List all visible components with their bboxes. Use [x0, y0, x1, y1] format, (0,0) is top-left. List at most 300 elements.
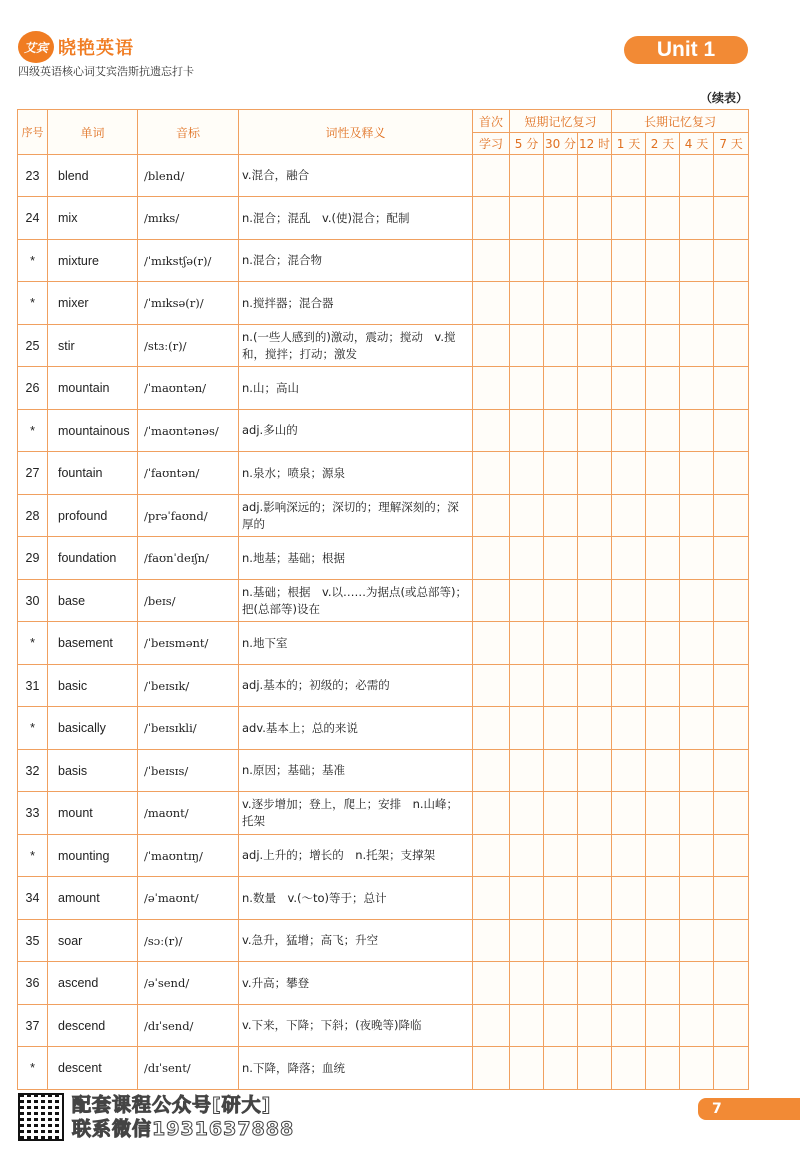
- review-checkbox-cell[interactable]: [646, 665, 680, 707]
- review-checkbox-cell[interactable]: [578, 197, 612, 240]
- review-checkbox-cell[interactable]: [646, 367, 680, 410]
- review-checkbox-cell[interactable]: [646, 877, 680, 920]
- review-checkbox-cell[interactable]: [510, 325, 544, 367]
- row-phonetic: /ˈbeɪsɪkli/: [138, 707, 239, 750]
- col-long-sub-header: 2 天: [646, 133, 680, 155]
- review-checkbox-cell[interactable]: [612, 835, 646, 877]
- review-checkbox-cell[interactable]: [510, 410, 544, 452]
- review-checkbox-cell[interactable]: [510, 920, 544, 962]
- review-checkbox-cell[interactable]: [544, 240, 578, 282]
- review-checkbox-cell[interactable]: [510, 537, 544, 580]
- review-checkbox-cell[interactable]: [646, 792, 680, 835]
- review-checkbox-cell[interactable]: [473, 1047, 510, 1090]
- review-checkbox-cell[interactable]: [473, 282, 510, 325]
- row-meaning: v.升高；攀登: [239, 962, 473, 1005]
- footer-line-2: 联系微信1931637888: [72, 1118, 295, 1140]
- review-checkbox-cell[interactable]: [473, 410, 510, 452]
- review-checkbox-cell[interactable]: [714, 410, 749, 452]
- review-checkbox-cell[interactable]: [714, 580, 749, 622]
- row-num: *: [18, 410, 48, 452]
- review-checkbox-cell[interactable]: [544, 750, 578, 792]
- row-word: foundation: [48, 537, 138, 580]
- qr-code-icon: [18, 1093, 64, 1141]
- review-checkbox-cell[interactable]: [510, 1047, 544, 1090]
- review-checkbox-cell[interactable]: [578, 962, 612, 1005]
- review-checkbox-cell[interactable]: [646, 707, 680, 750]
- row-meaning: adj.多山的: [239, 410, 473, 452]
- review-checkbox-cell[interactable]: [714, 325, 749, 367]
- review-checkbox-cell[interactable]: [646, 1005, 680, 1047]
- review-checkbox-cell[interactable]: [578, 835, 612, 877]
- review-checkbox-cell[interactable]: [714, 495, 749, 537]
- row-word: mountain: [48, 367, 138, 410]
- review-checkbox-cell[interactable]: [612, 707, 646, 750]
- row-num: 36: [18, 962, 48, 1005]
- review-checkbox-cell[interactable]: [578, 750, 612, 792]
- review-checkbox-cell[interactable]: [714, 537, 749, 580]
- row-num: *: [18, 835, 48, 877]
- footer-line-1: 配套课程公众号[研大]: [72, 1094, 272, 1116]
- row-num: 35: [18, 920, 48, 962]
- review-checkbox-cell[interactable]: [680, 410, 714, 452]
- review-checkbox-cell[interactable]: [473, 792, 510, 835]
- review-checkbox-cell[interactable]: [473, 750, 510, 792]
- review-checkbox-cell[interactable]: [646, 282, 680, 325]
- review-checkbox-cell[interactable]: [612, 240, 646, 282]
- review-checkbox-cell[interactable]: [714, 452, 749, 495]
- table-row: [18, 537, 749, 580]
- review-checkbox-cell[interactable]: [714, 707, 749, 750]
- row-word: basically: [48, 707, 138, 750]
- review-checkbox-cell[interactable]: [680, 1005, 714, 1047]
- row-phonetic: /ˈmɪksə(r)/: [138, 282, 239, 325]
- review-checkbox-cell[interactable]: [510, 877, 544, 920]
- row-phonetic: /ˈbeɪsmənt/: [138, 622, 239, 665]
- row-meaning: n.数量 v.(～to)等于；总计: [239, 877, 473, 920]
- review-checkbox-cell[interactable]: [714, 155, 749, 197]
- row-num: 32: [18, 750, 48, 792]
- brand-logo: [18, 31, 134, 63]
- review-checkbox-cell[interactable]: [473, 920, 510, 962]
- table-row: [18, 622, 749, 665]
- review-checkbox-cell[interactable]: [544, 410, 578, 452]
- review-checkbox-cell[interactable]: [578, 240, 612, 282]
- review-checkbox-cell[interactable]: [578, 920, 612, 962]
- review-checkbox-cell[interactable]: [680, 792, 714, 835]
- review-checkbox-cell[interactable]: [714, 792, 749, 835]
- row-word: descent: [48, 1047, 138, 1090]
- review-checkbox-cell[interactable]: [646, 452, 680, 495]
- col-short-sub-header: 30 分: [544, 133, 578, 155]
- review-checkbox-cell[interactable]: [646, 155, 680, 197]
- table-row: [18, 707, 749, 750]
- table-row: [18, 1047, 749, 1090]
- review-checkbox-cell[interactable]: [680, 1047, 714, 1090]
- review-checkbox-cell[interactable]: [473, 537, 510, 580]
- row-num: *: [18, 1047, 48, 1090]
- row-word: basis: [48, 750, 138, 792]
- row-phonetic: /dɪˈsend/: [138, 1005, 239, 1047]
- review-checkbox-cell[interactable]: [680, 877, 714, 920]
- row-meaning: v.逐步增加；登上，爬上；安排 n.山峰；托架: [239, 792, 473, 835]
- row-meaning: n.搅拌器；混合器: [239, 282, 473, 325]
- review-checkbox-cell[interactable]: [680, 750, 714, 792]
- review-checkbox-cell[interactable]: [680, 282, 714, 325]
- review-checkbox-cell[interactable]: [510, 580, 544, 622]
- review-checkbox-cell[interactable]: [578, 410, 612, 452]
- review-checkbox-cell[interactable]: [510, 622, 544, 665]
- review-checkbox-cell[interactable]: [646, 325, 680, 367]
- row-word: descend: [48, 1005, 138, 1047]
- review-checkbox-cell[interactable]: [473, 877, 510, 920]
- review-checkbox-cell[interactable]: [544, 325, 578, 367]
- review-checkbox-cell[interactable]: [714, 367, 749, 410]
- review-checkbox-cell[interactable]: [578, 537, 612, 580]
- review-checkbox-cell[interactable]: [646, 1047, 680, 1090]
- table-row: [18, 367, 749, 410]
- review-checkbox-cell[interactable]: [680, 367, 714, 410]
- row-phonetic: /beɪs/: [138, 580, 239, 622]
- review-checkbox-cell[interactable]: [612, 792, 646, 835]
- row-num: 23: [18, 155, 48, 197]
- review-checkbox-cell[interactable]: [510, 452, 544, 495]
- review-checkbox-cell[interactable]: [473, 240, 510, 282]
- review-checkbox-cell[interactable]: [646, 410, 680, 452]
- row-phonetic: /əˈsend/: [138, 962, 239, 1005]
- review-checkbox-cell[interactable]: [578, 452, 612, 495]
- review-checkbox-cell[interactable]: [714, 240, 749, 282]
- review-checkbox-cell[interactable]: [646, 580, 680, 622]
- row-phonetic: /ˈmaʊntən/: [138, 367, 239, 410]
- row-meaning: n.地下室: [239, 622, 473, 665]
- footer-banner: [18, 1093, 294, 1141]
- review-checkbox-cell[interactable]: [680, 835, 714, 877]
- row-word: mount: [48, 792, 138, 835]
- review-checkbox-cell[interactable]: [473, 580, 510, 622]
- table-row: [18, 495, 749, 537]
- review-checkbox-cell[interactable]: [473, 962, 510, 1005]
- row-meaning: n.泉水；喷泉；源泉: [239, 452, 473, 495]
- row-phonetic: /ˈbeɪsɪs/: [138, 750, 239, 792]
- review-checkbox-cell[interactable]: [544, 155, 578, 197]
- review-checkbox-cell[interactable]: [612, 367, 646, 410]
- review-checkbox-cell[interactable]: [680, 325, 714, 367]
- review-checkbox-cell[interactable]: [473, 155, 510, 197]
- review-checkbox-cell[interactable]: [544, 452, 578, 495]
- table-row: [18, 325, 749, 367]
- review-checkbox-cell[interactable]: [510, 835, 544, 877]
- row-num: 33: [18, 792, 48, 835]
- table-row: [18, 197, 749, 240]
- review-checkbox-cell[interactable]: [578, 707, 612, 750]
- review-checkbox-cell[interactable]: [612, 580, 646, 622]
- review-checkbox-cell[interactable]: [544, 665, 578, 707]
- review-checkbox-cell[interactable]: [714, 665, 749, 707]
- review-checkbox-cell[interactable]: [714, 962, 749, 1005]
- col-first-header: 首次: [473, 110, 510, 133]
- review-checkbox-cell[interactable]: [578, 495, 612, 537]
- review-checkbox-cell[interactable]: [612, 750, 646, 792]
- col-short-sub-header: 12 时: [578, 133, 612, 155]
- row-meaning: n.(一些人感到的)激动，震动；搅动 v.搅和，搅拌；打动；激发: [239, 325, 473, 367]
- review-checkbox-cell[interactable]: [714, 197, 749, 240]
- row-meaning: n.下降，降落；血统: [239, 1047, 473, 1090]
- row-word: soar: [48, 920, 138, 962]
- col-long-sub-header: 4 天: [680, 133, 714, 155]
- col-word-header: 单词: [48, 110, 138, 155]
- row-word: mix: [48, 197, 138, 240]
- review-checkbox-cell[interactable]: [612, 537, 646, 580]
- review-checkbox-cell[interactable]: [510, 282, 544, 325]
- brand-name: 晓艳英语: [58, 38, 134, 59]
- review-checkbox-cell[interactable]: [510, 240, 544, 282]
- review-checkbox-cell[interactable]: [510, 750, 544, 792]
- row-phonetic: /sɔː(r)/: [138, 920, 239, 962]
- review-checkbox-cell[interactable]: [714, 282, 749, 325]
- review-checkbox-cell[interactable]: [544, 495, 578, 537]
- review-checkbox-cell[interactable]: [646, 750, 680, 792]
- row-num: 27: [18, 452, 48, 495]
- review-checkbox-cell[interactable]: [578, 325, 612, 367]
- review-checkbox-cell[interactable]: [510, 792, 544, 835]
- review-checkbox-cell[interactable]: [680, 962, 714, 1005]
- row-phonetic: /ˈfaʊntən/: [138, 452, 239, 495]
- row-word: mixer: [48, 282, 138, 325]
- review-checkbox-cell[interactable]: [612, 282, 646, 325]
- review-checkbox-cell[interactable]: [578, 792, 612, 835]
- review-checkbox-cell[interactable]: [612, 452, 646, 495]
- review-checkbox-cell[interactable]: [680, 920, 714, 962]
- page-number: 7: [698, 1098, 800, 1120]
- row-phonetic: /mɪks/: [138, 197, 239, 240]
- review-checkbox-cell[interactable]: [612, 877, 646, 920]
- review-checkbox-cell[interactable]: [510, 665, 544, 707]
- row-meaning: n.地基；基础；根据: [239, 537, 473, 580]
- review-checkbox-cell[interactable]: [578, 580, 612, 622]
- table-row: [18, 155, 749, 197]
- review-checkbox-cell[interactable]: [544, 962, 578, 1005]
- review-checkbox-cell[interactable]: [544, 537, 578, 580]
- unit-badge: Unit 1: [624, 36, 748, 64]
- review-checkbox-cell[interactable]: [646, 495, 680, 537]
- review-checkbox-cell[interactable]: [473, 452, 510, 495]
- review-checkbox-cell[interactable]: [544, 282, 578, 325]
- review-checkbox-cell[interactable]: [473, 707, 510, 750]
- row-phonetic: /dɪˈsent/: [138, 1047, 239, 1090]
- review-checkbox-cell[interactable]: [646, 622, 680, 665]
- review-checkbox-cell[interactable]: [544, 367, 578, 410]
- row-phonetic: /faʊnˈdeɪʃn/: [138, 537, 239, 580]
- review-checkbox-cell[interactable]: [544, 1047, 578, 1090]
- col-long-sub-header: 1 天: [612, 133, 646, 155]
- review-checkbox-cell[interactable]: [510, 495, 544, 537]
- row-phonetic: /ˈmaʊntɪŋ/: [138, 835, 239, 877]
- review-checkbox-cell[interactable]: [510, 197, 544, 240]
- review-checkbox-cell[interactable]: [714, 622, 749, 665]
- review-checkbox-cell[interactable]: [680, 240, 714, 282]
- row-word: amount: [48, 877, 138, 920]
- table-row: [18, 1005, 749, 1047]
- row-meaning: n.混合；混乱 v.(使)混合；配制: [239, 197, 473, 240]
- review-checkbox-cell[interactable]: [680, 155, 714, 197]
- review-checkbox-cell[interactable]: [544, 1005, 578, 1047]
- review-checkbox-cell[interactable]: [578, 155, 612, 197]
- table-row: [18, 580, 749, 622]
- table-row: [18, 410, 749, 452]
- review-checkbox-cell[interactable]: [714, 750, 749, 792]
- review-checkbox-cell[interactable]: [578, 282, 612, 325]
- row-word: fountain: [48, 452, 138, 495]
- table-row: [18, 835, 749, 877]
- table-row: [18, 877, 749, 920]
- row-phonetic: /ˈmɪkstʃə(r)/: [138, 240, 239, 282]
- row-phonetic: /əˈmaʊnt/: [138, 877, 239, 920]
- row-num: 25: [18, 325, 48, 367]
- review-checkbox-cell[interactable]: [612, 622, 646, 665]
- row-num: 34: [18, 877, 48, 920]
- col-phonetic-header: 音标: [138, 110, 239, 155]
- review-checkbox-cell[interactable]: [680, 665, 714, 707]
- row-meaning: n.基础；根据 v.以……为据点(或总部等)；把(总部等)设在: [239, 580, 473, 622]
- review-checkbox-cell[interactable]: [680, 197, 714, 240]
- review-checkbox-cell[interactable]: [544, 920, 578, 962]
- review-checkbox-cell[interactable]: [544, 877, 578, 920]
- row-phonetic: /prəˈfaʊnd/: [138, 495, 239, 537]
- review-checkbox-cell[interactable]: [473, 367, 510, 410]
- review-checkbox-cell[interactable]: [646, 197, 680, 240]
- row-phonetic: /ˈmaʊntənəs/: [138, 410, 239, 452]
- review-checkbox-cell[interactable]: [612, 155, 646, 197]
- row-meaning: adv.基本上；总的来说: [239, 707, 473, 750]
- col-long-sub-header: 7 天: [714, 133, 749, 155]
- row-word: basic: [48, 665, 138, 707]
- review-checkbox-cell[interactable]: [680, 580, 714, 622]
- row-num: *: [18, 240, 48, 282]
- review-checkbox-cell[interactable]: [714, 1047, 749, 1090]
- review-checkbox-cell[interactable]: [680, 452, 714, 495]
- review-checkbox-cell[interactable]: [473, 1005, 510, 1047]
- row-meaning: v.混合，融合: [239, 155, 473, 197]
- review-checkbox-cell[interactable]: [578, 1047, 612, 1090]
- review-checkbox-cell[interactable]: [680, 622, 714, 665]
- review-checkbox-cell[interactable]: [578, 877, 612, 920]
- review-checkbox-cell[interactable]: [510, 367, 544, 410]
- review-checkbox-cell[interactable]: [473, 325, 510, 367]
- col-short-term-header: 短期记忆复习: [510, 110, 612, 133]
- row-num: 29: [18, 537, 48, 580]
- row-meaning: n.山；高山: [239, 367, 473, 410]
- review-checkbox-cell[interactable]: [544, 197, 578, 240]
- review-checkbox-cell[interactable]: [612, 1005, 646, 1047]
- review-checkbox-cell[interactable]: [612, 920, 646, 962]
- review-checkbox-cell[interactable]: [544, 622, 578, 665]
- review-checkbox-cell[interactable]: [473, 495, 510, 537]
- row-word: mixture: [48, 240, 138, 282]
- review-checkbox-cell[interactable]: [714, 1005, 749, 1047]
- review-checkbox-cell[interactable]: [510, 707, 544, 750]
- review-checkbox-cell[interactable]: [510, 962, 544, 1005]
- col-num-header: 序号: [18, 110, 48, 155]
- row-num: *: [18, 282, 48, 325]
- table-row: [18, 750, 749, 792]
- review-checkbox-cell[interactable]: [646, 835, 680, 877]
- row-meaning: adj.基本的；初级的；必需的: [239, 665, 473, 707]
- review-checkbox-cell[interactable]: [544, 835, 578, 877]
- table-row: [18, 282, 749, 325]
- review-checkbox-cell[interactable]: [612, 665, 646, 707]
- review-checkbox-cell[interactable]: [473, 197, 510, 240]
- review-checkbox-cell[interactable]: [578, 622, 612, 665]
- review-checkbox-cell[interactable]: [646, 962, 680, 1005]
- row-word: stir: [48, 325, 138, 367]
- logo-badge-icon: 艾宾: [18, 31, 54, 63]
- review-checkbox-cell[interactable]: [473, 665, 510, 707]
- review-checkbox-cell[interactable]: [578, 367, 612, 410]
- row-meaning: v.急升，猛增；高飞；升空: [239, 920, 473, 962]
- table-row: [18, 962, 749, 1005]
- review-checkbox-cell[interactable]: [510, 1005, 544, 1047]
- review-checkbox-cell[interactable]: [510, 155, 544, 197]
- row-num: 30: [18, 580, 48, 622]
- row-meaning: adj.影响深远的；深切的；理解深刻的；深厚的: [239, 495, 473, 537]
- row-meaning: v.下来，下降；下斜；(夜晚等)降临: [239, 1005, 473, 1047]
- review-checkbox-cell[interactable]: [646, 537, 680, 580]
- row-phonetic: /blend/: [138, 155, 239, 197]
- review-checkbox-cell[interactable]: [544, 707, 578, 750]
- row-meaning: adj.上升的；增长的 n.托架；支撑架: [239, 835, 473, 877]
- col-long-term-header: 长期记忆复习: [612, 110, 749, 133]
- review-checkbox-cell[interactable]: [612, 1047, 646, 1090]
- review-checkbox-cell[interactable]: [714, 920, 749, 962]
- row-meaning: n.混合；混合物: [239, 240, 473, 282]
- review-checkbox-cell[interactable]: [646, 920, 680, 962]
- review-checkbox-cell[interactable]: [714, 835, 749, 877]
- review-checkbox-cell[interactable]: [612, 410, 646, 452]
- row-phonetic: /ˈbeɪsɪk/: [138, 665, 239, 707]
- col-meaning-header: 词性及释义: [239, 110, 473, 155]
- review-checkbox-cell[interactable]: [612, 495, 646, 537]
- review-checkbox-cell[interactable]: [544, 580, 578, 622]
- review-checkbox-cell[interactable]: [473, 622, 510, 665]
- review-checkbox-cell[interactable]: [473, 835, 510, 877]
- row-word: mounting: [48, 835, 138, 877]
- table-row: [18, 240, 749, 282]
- review-checkbox-cell[interactable]: [612, 325, 646, 367]
- row-word: profound: [48, 495, 138, 537]
- table-row: [18, 665, 749, 707]
- row-word: basement: [48, 622, 138, 665]
- review-checkbox-cell[interactable]: [680, 707, 714, 750]
- row-word: blend: [48, 155, 138, 197]
- review-checkbox-cell[interactable]: [578, 665, 612, 707]
- table-row: [18, 920, 749, 962]
- row-num: 31: [18, 665, 48, 707]
- table-row: [18, 792, 749, 835]
- review-checkbox-cell[interactable]: [714, 877, 749, 920]
- review-checkbox-cell[interactable]: [612, 197, 646, 240]
- review-checkbox-cell[interactable]: [612, 962, 646, 1005]
- row-meaning: n.原因；基础；基准: [239, 750, 473, 792]
- row-word: base: [48, 580, 138, 622]
- review-checkbox-cell[interactable]: [544, 792, 578, 835]
- review-checkbox-cell[interactable]: [646, 240, 680, 282]
- review-checkbox-cell[interactable]: [578, 1005, 612, 1047]
- review-checkbox-cell[interactable]: [680, 495, 714, 537]
- review-checkbox-cell[interactable]: [680, 537, 714, 580]
- continued-label: （续表）: [700, 91, 749, 105]
- row-word: ascend: [48, 962, 138, 1005]
- row-num: *: [18, 707, 48, 750]
